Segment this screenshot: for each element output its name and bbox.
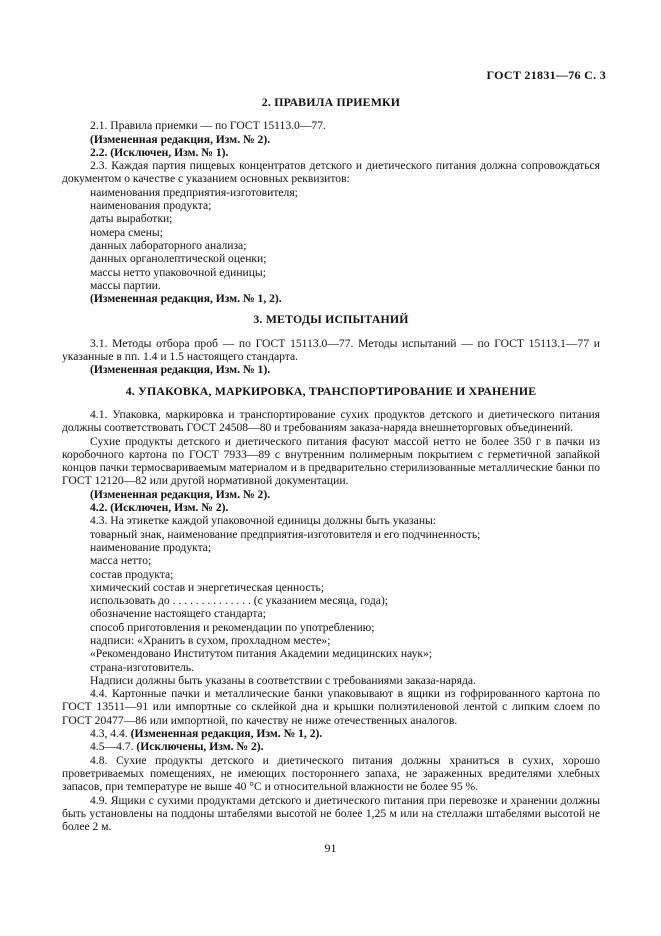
list-item: товарный знак, наименование предприятия-изготовителя и его подчиненность; — [90, 527, 481, 541]
list-item: использовать до . . . . . . . . . . . . . . (с указанием месяца, года); — [90, 594, 389, 608]
paragraph-3-1: 3.1. Методы отбора проб — по ГОСТ 15113.0—77. Методы испытаний — по ГОСТ 15113.1—77 и указанные в пп. 1.4 и 1.5 настоящего стандарта. — [62, 336, 600, 364]
list-item: данных лабораторного анализа; — [90, 238, 247, 252]
excluded-text: (Исключены, Изм. № 2). — [136, 740, 264, 754]
list-item: химический состав и энергетическая ценность; — [90, 580, 325, 594]
edition-note-4-3-4-4 — [62, 727, 600, 740]
list-item: масса нетто; — [90, 554, 152, 568]
paragraph-4-1: 4.1. Упаковка, маркировка и транспортирование сухих продуктов детского и диетического питания должны соответствовать ГОСТ 24508—80 и требованиям заказа-наряда внешнеторговых объединений. — [62, 407, 600, 435]
paragraph-4-4: 4.4. Картонные пачки и металлические банки упаковывают в ящики из гофрированного картона по ГОСТ 13511—91 или импортные со склейкой дна и крышки полиэтиленовой лентой с липким слоем по ГОСТ 20477—86 или импортной, по качеству не ниже отечественных аналогов. — [62, 687, 600, 727]
requisites-list — [62, 186, 600, 292]
page-number: 91 — [324, 841, 337, 855]
list-item: страна-изготовитель. — [90, 660, 194, 674]
list-item: надписи: «Хранить в сухом, прохладном месте»; — [90, 633, 331, 647]
paragraph-2-1: 2.1. Правила приемки — по ГОСТ 15113.0—77. — [90, 119, 326, 133]
list-item: даты выработки; — [90, 212, 173, 226]
edition-note: (Измененная редакция, Изм. № 1, 2). — [90, 292, 282, 306]
section-title-test-methods: 3. МЕТОДЫ ИСПЫТАНИЙ — [253, 312, 409, 327]
list-item: наименование продукта; — [90, 540, 212, 554]
edition-note-prefix: 4.3, 4.4. — [90, 727, 128, 741]
list-item: массы нетто упаковочной единицы; — [90, 265, 266, 279]
paragraph-2-3: 2.3. Каждая партия пищевых концентратов детского и диетического питания должна сопровождаться документом о качестве с указанием основных реквизитов: — [62, 159, 600, 186]
label-requirements-list — [62, 528, 600, 674]
paragraph-4-3: 4.3. На этикетке каждой упаковочной единицы должны быть указаны: — [90, 514, 437, 528]
paragraph-4-2: 4.2. (Исключен, Изм. № 2). — [90, 501, 229, 515]
page-header: ГОСТ 21831—76 С. 3 — [486, 68, 606, 82]
edition-note-text: (Измененная редакция, Изм. № 1, 2). — [130, 727, 323, 741]
section-title-acceptance-rules: 2. ПРАВИЛА ПРИЕМКИ — [261, 95, 401, 109]
list-item: способ приготовления и рекомендации по употреблению; — [90, 620, 375, 634]
paragraph-4-9: 4.9. Ящики с сухими продуктами детского и диетического питания при перевозке и хранении должны быть установлены на поддоны штабелями высотой не более 1,25 м или на стеллажи штабелями высотой не более 2 м. — [62, 793, 600, 834]
edition-note: (Измененная редакция, Изм. № 2). — [90, 487, 271, 501]
list-item: состав продукта; — [90, 567, 174, 581]
paragraph-4-8: 4.8. Сухие продукты детского и диетического питания должны храниться в сухих, хорошо проветриваемых помещениях, не имеющих постороннего запаха, не зараженных вредителями хлебных запасов, при температуре не выше 40 °С и относительной влажности не более 95 %. — [62, 753, 600, 794]
paragraph-4-1-continued: Сухие продукты детского и диетического питания фасуют массой нетто не более 350 г в пачки из коробочного картона по ГОСТ 7933—89 с внутренним полимерным покрытием с герметичной запайкой концов пачки термосвариваемым материалом и в предварительно стерилизованные металлические банки по ГОСТ 12120—82 или другой нормативной документации. — [62, 434, 600, 488]
list-item: наименования продукта; — [90, 199, 212, 213]
list-item: массы партии. — [90, 278, 161, 292]
edition-note: (Измененная редакция, Изм. № 2). — [90, 132, 271, 146]
paragraph-4-3-continued: Надписи должны быть указаны в соответствии с требованиями заказа-наряда. — [90, 673, 476, 687]
list-item: обозначение настоящего стандарта; — [90, 607, 266, 621]
page-content — [62, 96, 600, 833]
paragraph-2-2: 2.2. (Исключен, Изм. № 1). — [90, 145, 229, 159]
list-item: данных органолептической оценки; — [90, 252, 267, 266]
list-item: номера смены; — [90, 225, 163, 239]
section-title-packaging: 4. УПАКОВКА, МАРКИРОВКА, ТРАНСПОРТИРОВАНИЕ И ХРАНЕНИЕ — [125, 383, 537, 398]
edition-note: (Измененная редакция, Изм. № 1). — [90, 363, 271, 377]
paragraph-4-5-4-7 — [62, 740, 600, 753]
list-item: наименования предприятия-изготовителя; — [90, 185, 298, 199]
excluded-prefix: 4.5—4.7. — [90, 740, 134, 754]
list-item: «Рекомендовано Институтом питания Академии медицинских наук»; — [90, 647, 433, 661]
